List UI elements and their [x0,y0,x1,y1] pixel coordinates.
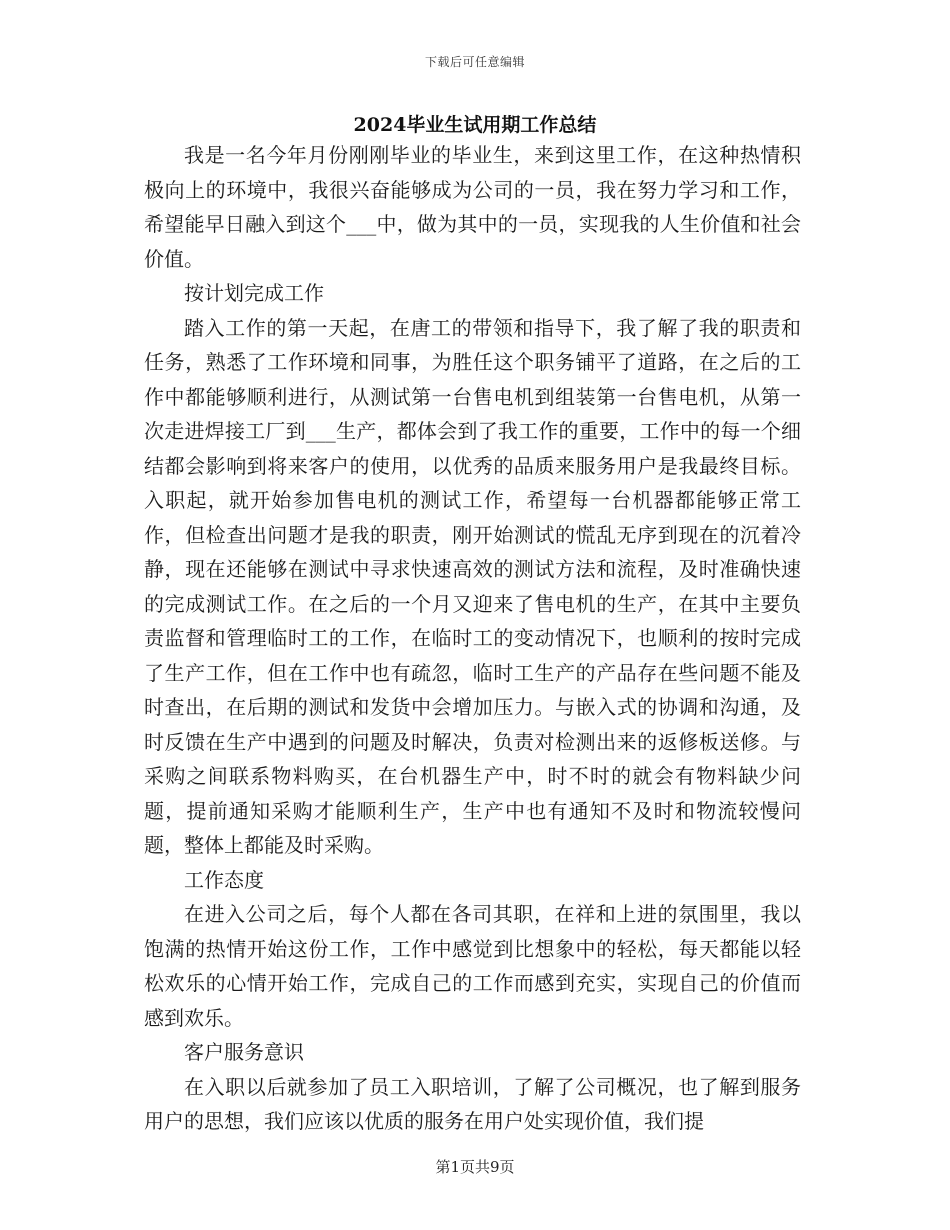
download-note: 下载后可任意编辑 [424,55,525,69]
document-title: 2024毕业生试用期工作总结 [353,114,597,136]
paragraph-attitude: 在进入公司之后，每个人都在各司其职，在祥和上进的氛围里，我以饱满的热情开始这份工作，工作中感觉到比想象中的轻松，每天都能以轻松欢乐的心情开始工作，完成自己的工作而感到充实，实现自己的价值而感到欢乐。 [144,902,801,1030]
document-body [144,138,801,1139]
section-heading-plan: 按计划完成工作 [184,281,324,305]
paragraph-service: 在入职以后就参加了员工入职培训，了解了公司概况，也了解到服务用户的思想，我们应该以优质的服务在用户处实现价值，我们提 [144,1074,801,1133]
page-number: 第1页共9页 [435,1158,515,1176]
section-heading-attitude: 工作态度 [184,867,264,892]
paragraph-intro: 我是一名今年月份刚刚毕业的毕业生，来到这里工作，在这种热情积极向上的环境中，我很兴奋能够成为公司的一员，我在努力学习和工作，希望能早日融入到这个___中，做为其中的一员，实现我的人生价值和社会价值。 [144,143,801,271]
paragraph-plan: 踏入工作的第一天起，在唐工的带领和指导下，我了解了我的职责和任务，熟悉了工作环境和同事，为胜任这个职务铺平了道路，在之后的工作中都能够顺利进行，从测试第一台售电机到组装第一台售电机，从第一次走进焊接工厂到___生产，都体会到了我工作的重要，工作中的每一个细结都会影响到将来客户的使用，以优秀的品质来服务用户是我最终目标。入职起，就开始参加售电机的测试工作，希望每一台机器都能够正常工作，但检查出问题才是我的职责，刚开始测试的慌乱无序到现在的沉着冷静，现在还能够在测试中寻求快速高效的测试方法和流程，及时准确快速的完成测试工作。在之后的一个月又迎来了售电机的生产，在其中主要负责监督和管理临时工的工作，在临时工的变动情况下，也顺利的按时完成了生产工作，但在工作中也有疏忽，临时工生产的产品存在些问题不能及时查出，在后期的测试和发货中会增加压力。与嵌入式的协调和沟通，及时反馈在生产中遇到的问题及时解决，负责对检测出来的返修板送修。与采购之间联系物料购买，在台机器生产中，时不时的就会有物料缺少问题，提前通知采购才能顺利生产，生产中也有通知不及时和物流较慢问题，整体上都能及时采购。 [144,315,801,857]
section-heading-service: 客户服务意识 [184,1040,304,1064]
